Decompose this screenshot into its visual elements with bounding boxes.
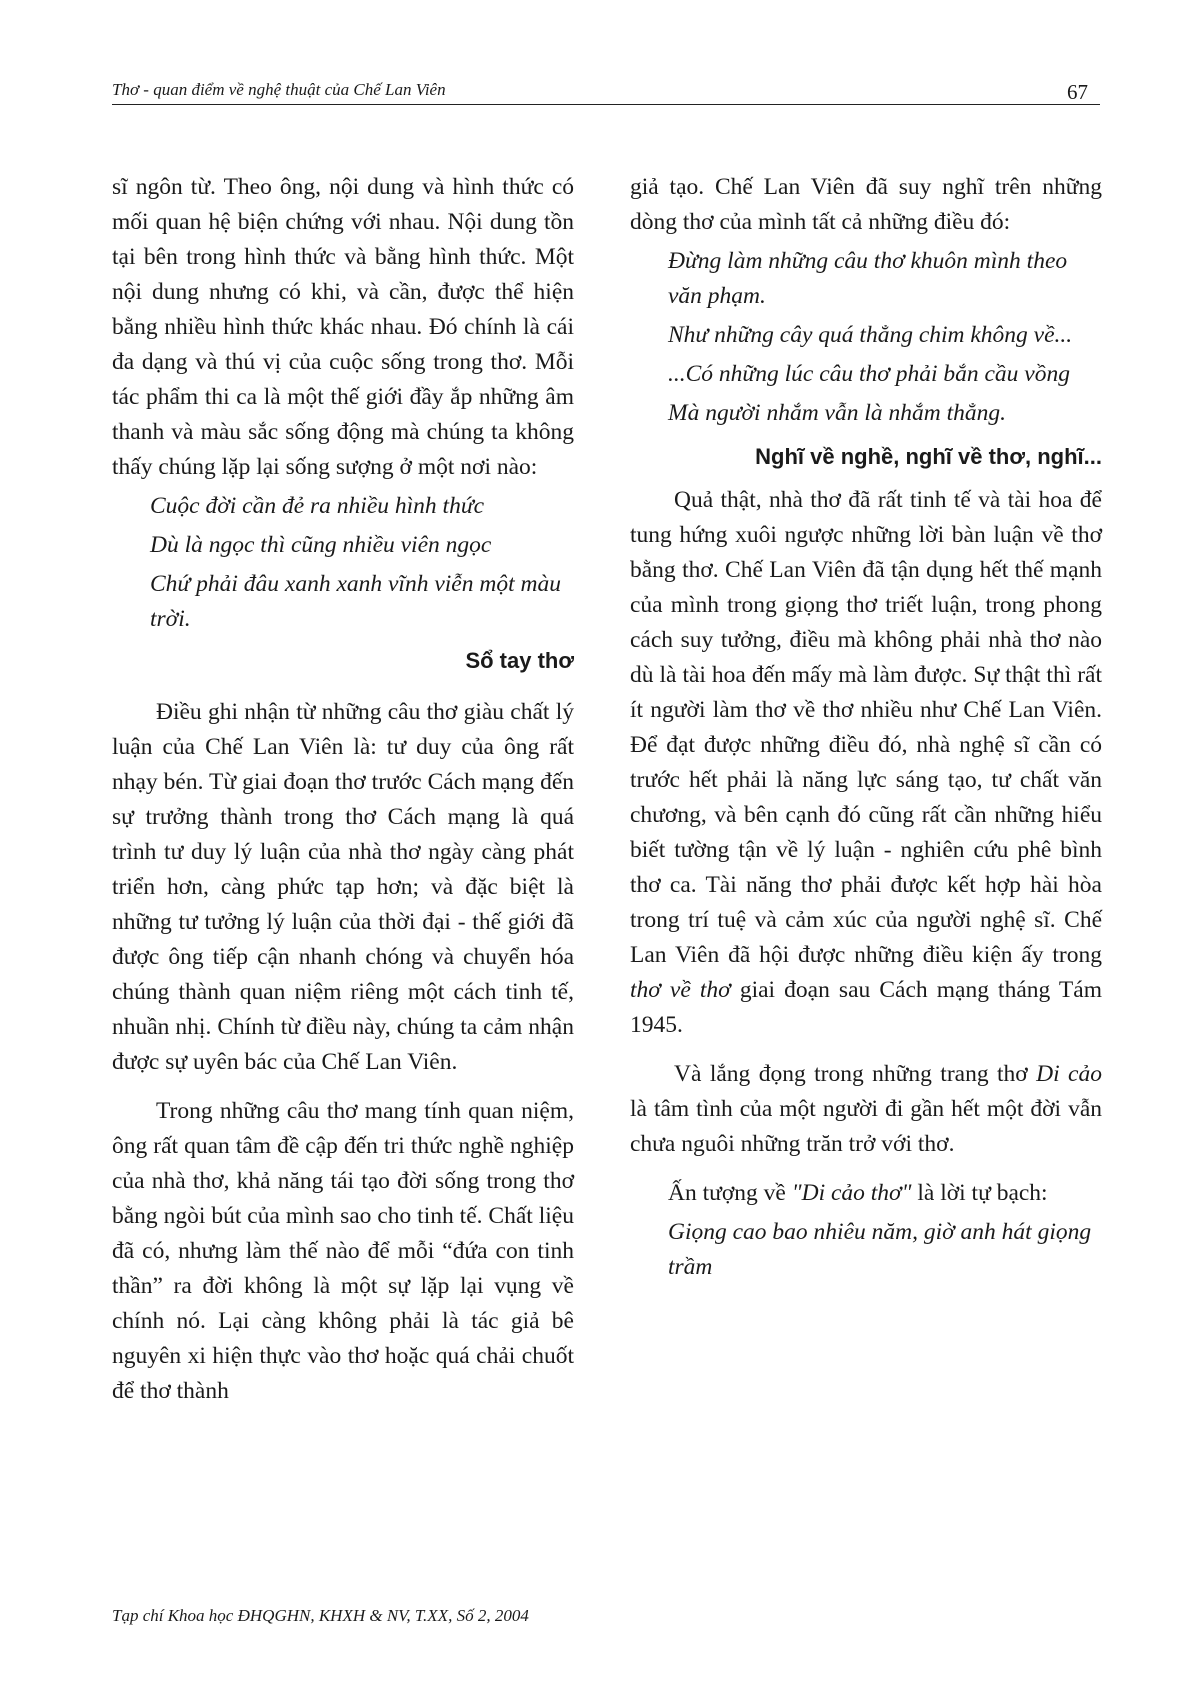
emphasis-text: Di cảo <box>1036 1061 1102 1087</box>
paragraph-text: Ấn tượng về <box>668 1180 786 1206</box>
left-column <box>112 170 574 1409</box>
verse-line: Dù là ngọc thì cũng nhiều viên ngọc <box>150 532 492 558</box>
paragraph: Điều ghi nhận từ những câu thơ giàu chất lý luận của Chế Lan Viên là: tư duy của ông rất nhạy bén. Từ giai đoạn thơ trước Cách mạng đến sự trưởng thành trong thơ Cách mạng là quá trình tư duy lý luận của nhà thơ ngày càng phát triển hơn, càng phức tạp hơn; và đặc biệt là những tư tưởng lý luận của thời đại - thế giới đã được ông tiếp cận nhanh chóng và chuyển hóa chúng thành quan niệm riêng một cách tinh tế, nhuần nhị. Chính từ điều này, chúng ta cảm nhận được sự uyên bác của Chế Lan Viên. <box>112 699 574 1075</box>
right-column <box>630 170 1102 1289</box>
verse-line: Giọng cao bao nhiêu năm, giờ anh hát giọng trầm <box>668 1219 1092 1280</box>
paragraph: giả tạo. Chế Lan Viên đã suy nghĩ trên những dòng thơ của mình tất cả những điều đó: <box>630 174 1102 235</box>
page-number: 67 <box>1067 80 1088 104</box>
paragraph-text: Và lắng đọng trong những trang thơ <box>674 1061 1028 1087</box>
verse-line: Chứ phải đâu xanh xanh vĩnh viễn một màu trời. <box>150 571 561 632</box>
paragraph-text: giai đoạn sau Cách mạng tháng Tám 1945. <box>630 977 1102 1038</box>
paragraph <box>630 1057 1102 1162</box>
verse-block <box>668 244 1102 431</box>
paragraph-text: Quả thật, nhà thơ đã rất tinh tế và tài hoa để tung hứng xuôi ngược những lời bàn luận về thơ bằng thơ. Chế Lan Viên đã tận dụng hết thế mạnh của mình trong giọng thơ triết luận, trong phong cách suy tưởng, điều mà không phải nhà thơ nào dù là tài hoa đến mấy mà làm được. Sự thật thì rất ít người làm thơ về thơ nhiều như Chế Lan Viên. Để đạt được những điều đó, nhà nghệ sĩ cần có trước hết phải là năng lực sáng tạo, tư chất văn chương, và bên cạnh đó cũng rất cần những hiểu biết tường tận về lý luận - nghiên cứu phê bình thơ ca. Tài năng thơ phải được kết hợp hài hòa trong trí tuệ và cảm xúc của người nghệ sĩ. Chế Lan Viên đã hội được những điều kiện ấy trong <box>630 487 1102 968</box>
verse-block <box>150 489 574 637</box>
journal-footer: Tạp chí Khoa học ĐHQGHN, KHXH & NV, T.XX, Số 2, 2004 <box>112 1606 529 1625</box>
section-heading: Sổ tay thơ <box>465 648 574 673</box>
running-title: Thơ - quan điểm về nghệ thuật của Chế Lan Viên <box>112 80 446 99</box>
paragraph-text: là tâm tình của một người đi gần hết một đời vẫn chưa nguôi những trăn trở với thơ. <box>630 1096 1102 1157</box>
verse-line: Cuộc đời cần đẻ ra nhiều hình thức <box>150 493 485 519</box>
paragraph: sĩ ngôn từ. Theo ông, nội dung và hình thức có mối quan hệ biện chứng với nhau. Nội dung tồn tại bên trong hình thức và bằng hình thức. Một nội dung nhưng có khi, và cần, được thể hiện bằng nhiều hình thức khác nhau. Đó chính là cái đa dạng và thú vị của cuộc sống trong thơ. Mỗi tác phẩm thi ca là một thế giới đầy ắp những âm thanh và màu sắc sống động mà chúng ta không thấy chúng lặp lại sống sượng ở một nơi nào: <box>112 174 574 480</box>
section-heading: Nghĩ về nghề, nghĩ về thơ, nghĩ... <box>755 444 1102 469</box>
paragraph <box>630 483 1102 1043</box>
emphasis-text: thơ về thơ <box>630 977 731 1003</box>
emphasis-text: "Di cảo thơ" <box>791 1180 912 1206</box>
verse-line: Như những cây quá thẳng chim không về... <box>668 322 1073 348</box>
verse-block <box>668 1215 1102 1285</box>
verse-line: Đừng làm những câu thơ khuôn mình theo văn phạm. <box>668 248 1068 309</box>
paragraph: Trong những câu thơ mang tính quan niệm, ông rất quan tâm đề cập đến tri thức nghề nghiệp của nhà thơ, khả năng tái tạo đời sống trong thơ bằng ngòi bút của mình sao cho tinh tế. Chất liệu đã có, nhưng làm thế nào để mỗi “đứa con tinh thần” ra đời không là một sự lặp lại vụng về chính nó. Lại càng không phải là tác giả bê nguyên xi hiện thực vào thơ hoặc quá chải chuốt để thơ thành <box>112 1098 574 1404</box>
paragraph <box>668 1176 1102 1211</box>
verse-line: Mà người nhắm vẫn là nhắm thẳng. <box>668 400 1007 426</box>
running-header <box>112 80 1100 105</box>
paragraph-text: là lời tự bạch: <box>917 1180 1048 1206</box>
verse-line: ...Có những lúc câu thơ phải bắn cầu vồng <box>668 361 1070 387</box>
